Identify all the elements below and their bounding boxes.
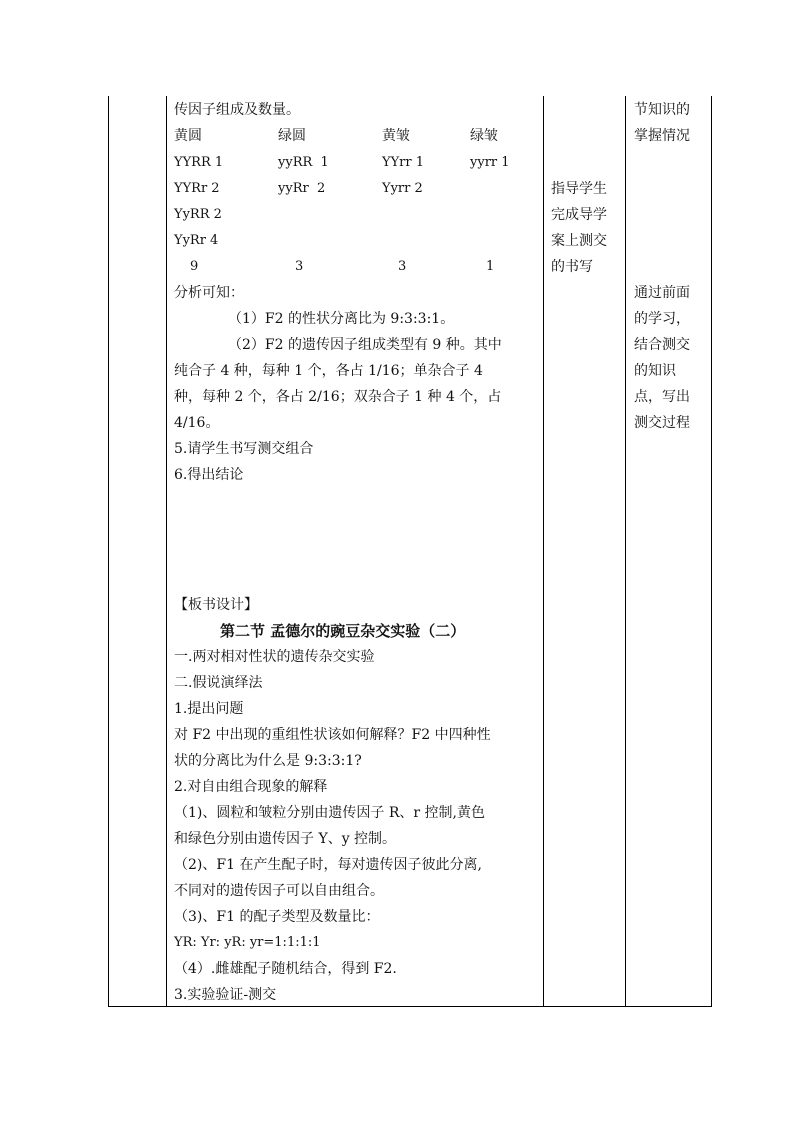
design-intent-line: 的学习，	[634, 311, 690, 327]
design-intent-line: 测交过程	[634, 415, 690, 431]
board-line: 状的分离比为什么是 9:3:3:1?	[174, 753, 362, 769]
board-line: （1)、圆粒和皱粒分别由遗传因子 R、r 控制,黄色	[174, 805, 485, 821]
genotype-header-green-wrinkled: 绿皱	[470, 128, 498, 144]
design-intent-line: 结合测交	[634, 337, 690, 353]
analysis-point: （1）F2 的性状分离比为 9:3:3:1。	[228, 311, 455, 327]
board-line: （3)、F1 的配子类型及数量比：	[174, 909, 380, 925]
genotype-cell: yyRr 2	[278, 181, 326, 196]
teacher-activity-line: 指导学生	[551, 181, 607, 197]
genotype-header-yellow-round: 黄圆	[174, 128, 202, 144]
genotype-cell: yyRR 1	[278, 155, 329, 170]
board-line: 和绿色分别由遗传因子 Y、y 控制。	[174, 831, 397, 847]
genotype-cell: YYrr 1	[382, 155, 424, 170]
teacher-activity-line: 完成导学	[551, 207, 607, 223]
genotype-cell: YYRr 2	[174, 181, 220, 196]
genotype-total: 3	[295, 259, 304, 274]
board-line: 对 F2 中出现的重组性状该如何解释？F2 中四种性	[174, 727, 491, 743]
design-intent-line: 点，写出	[634, 389, 690, 405]
genotype-total: 1	[486, 259, 495, 274]
step-item: 6.得出结论	[174, 467, 244, 483]
genotype-total: 3	[398, 259, 407, 274]
board-line: （2)、F1 在产生配子时，每对遗传因子彼此分离,	[174, 857, 482, 873]
analysis-point: 纯合子 4 种，每种 1 个，各占 1/16；单杂合子 4	[174, 363, 483, 379]
board-line: 一.两对相对性状的遗传杂交实验	[174, 649, 375, 665]
genotype-header-green-round: 绿圆	[278, 128, 306, 144]
table-bottom-border	[108, 1006, 712, 1007]
board-line: 二.假说演绎法	[174, 675, 263, 691]
design-intent-line: 节知识的	[634, 102, 690, 118]
genotype-cell: YYRR 1	[174, 155, 224, 170]
table-column-design-intent	[626, 96, 712, 1007]
board-line: 2.对自由组合现象的解释	[174, 779, 328, 795]
step-item: 5.请学生书写测交组合	[174, 441, 314, 457]
board-title: 第二节 孟德尔的豌豆杂交实验（二）	[220, 622, 466, 640]
teacher-activity-line: 案上测交	[551, 233, 607, 249]
teacher-activity-line: 的书写	[551, 259, 593, 275]
analysis-point: 种，每种 2 个，各占 2/16；双杂合子 1 种 4 个，占	[174, 389, 502, 405]
board-line: 1.提出问题	[174, 701, 244, 717]
genotype-cell: YyRr 4	[174, 233, 219, 248]
analysis-label: 分析可知：	[174, 285, 244, 301]
design-intent-line: 通过前面	[634, 285, 690, 301]
genotype-cell: YyRR 2	[174, 207, 222, 222]
design-intent-line: 掌握情况	[634, 128, 690, 144]
analysis-point: 4/16。	[174, 415, 220, 431]
content-line: 传因子组成及数量。	[174, 102, 300, 118]
board-design-label: 【板书设计】	[174, 597, 258, 613]
board-line: YR: Yr: yR: yr=1:1:1:1	[174, 935, 321, 950]
design-intent-line: 的知识	[634, 363, 676, 379]
genotype-header-yellow-wrinkled: 黄皱	[382, 128, 410, 144]
table-column-empty	[108, 96, 167, 1007]
board-line: （4）.雌雄配子随机结合，得到 F2.	[174, 961, 397, 977]
analysis-point: （2）F2 的遗传因子组成类型有 9 种。其中	[228, 337, 502, 353]
genotype-total: 9	[190, 259, 199, 274]
board-line: 3.实验验证-测交	[174, 987, 277, 1003]
genotype-cell: Yyrr 2	[382, 181, 423, 196]
board-line: 不同对的遗传因子可以自由组合。	[174, 883, 384, 899]
genotype-cell: yyrr 1	[470, 155, 510, 170]
